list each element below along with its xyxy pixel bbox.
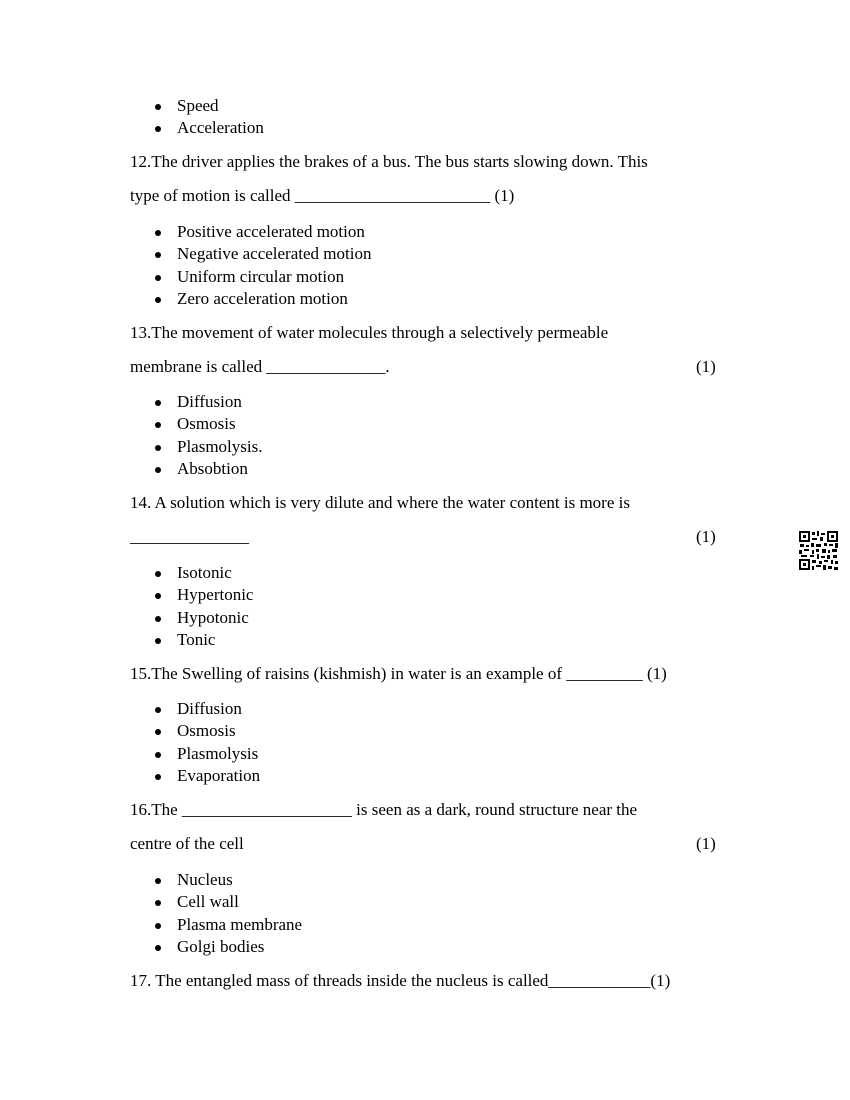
list-item: Isotonic [130,562,253,584]
question-16-line-2: centre of the cell [130,834,244,853]
list-item: Diffusion [130,391,263,413]
question-16-line-1: 16.The ____________________ is seen as a dark, round structure near the [130,800,638,819]
list-item: Tonic [130,629,253,651]
list-item: Cell wall [130,891,302,913]
question-12-line-1: 12.The driver applies the brakes of a bus. The bus starts slowing down. This [130,152,648,171]
list-item: Zero acceleration motion [130,288,371,310]
question-16-options [130,869,302,959]
list-item: Speed [130,95,264,117]
list-item: Positive accelerated motion [130,221,371,243]
list-item: Plasmolysis. [130,436,263,458]
question-15-line-1: 15.The Swelling of raisins (kishmish) in water is an example of _________ (1) [130,664,667,683]
question-14-line-1: 14. A solution which is very dilute and where the water content is more is [130,493,630,512]
question-17-line-1: 17. The entangled mass of threads inside the nucleus is called____________(1) [130,971,671,990]
question-16-marks: (1) [696,834,716,853]
list-item: Osmosis [130,413,263,435]
list-item: Osmosis [130,720,260,742]
list-item: Nucleus [130,869,302,891]
question-13-marks: (1) [696,357,716,376]
list-item: Hypotonic [130,607,253,629]
list-item: Uniform circular motion [130,266,371,288]
list-item: Absobtion [130,458,263,480]
question-14-options [130,562,253,652]
list-item: Golgi bodies [130,936,302,958]
list-item: Acceleration [130,117,264,139]
question-12-line-2: type of motion is called _______________________ (1) [130,186,515,205]
list-item: Plasmolysis [130,743,260,765]
question-13-options [130,391,263,481]
list-item: Plasma membrane [130,914,302,936]
list-item: Evaporation [130,765,260,787]
question-14-marks: (1) [696,527,716,546]
qr-code-icon[interactable] [798,530,839,571]
list-item: Hypertonic [130,584,253,606]
list-item: Diffusion [130,698,260,720]
question-15-options [130,698,260,788]
question-12-options [130,221,371,311]
question-14-line-2: ______________ [130,527,249,546]
intro-options [130,95,264,140]
list-item: Negative accelerated motion [130,243,371,265]
question-13-line-1: 13.The movement of water molecules through a selectively permeable [130,323,609,342]
question-13-line-2: membrane is called ______________. [130,357,390,376]
